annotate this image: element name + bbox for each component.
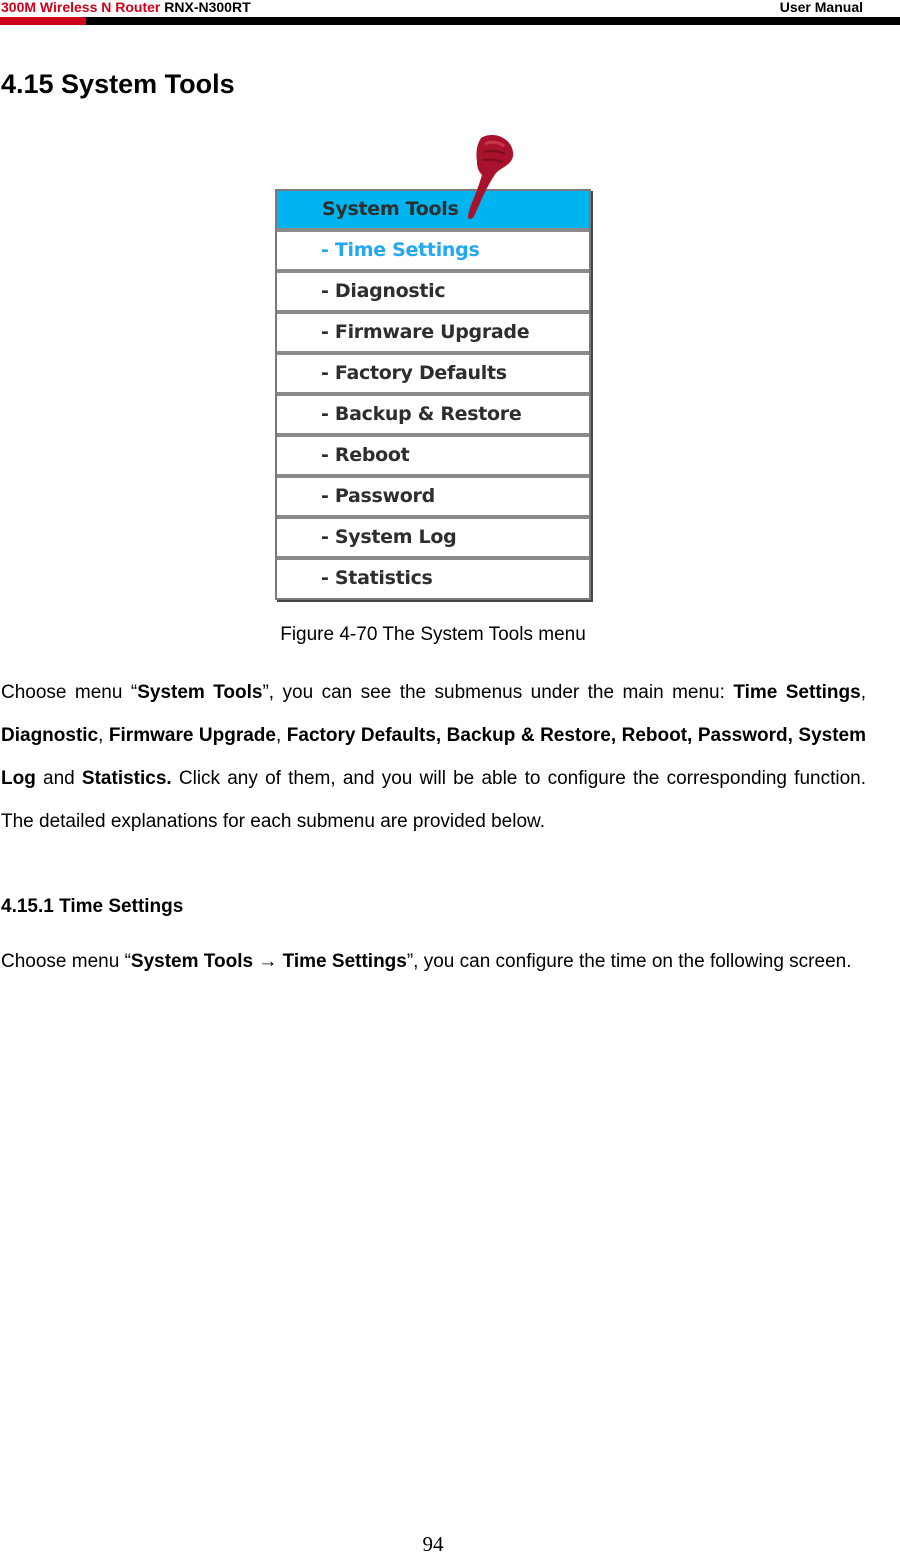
header-model: RNX-N300RT <box>164 0 251 15</box>
emphasis: Firmware Upgrade <box>108 725 276 746</box>
menu-item-system-tools[interactable]: System Tools <box>277 191 589 232</box>
emphasis: System Tools <box>130 951 254 972</box>
text: Choose menu “ <box>1 682 138 703</box>
text: , <box>275 725 287 746</box>
system-tools-menu-figure <box>275 132 592 609</box>
menu-item-password[interactable]: - Password <box>277 478 589 519</box>
header-product <box>1 0 251 15</box>
text: ”, you can see the submenus under the main menu: <box>262 682 734 703</box>
menu-item-firmware-upgrade[interactable]: - Firmware Upgrade <box>277 314 589 355</box>
header-rule-accent <box>0 17 86 25</box>
menu-item-time-settings[interactable]: - Time Settings <box>277 232 589 273</box>
subsection-title: 4.15.1 Time Settings <box>1 896 184 917</box>
time-settings-paragraph <box>1 940 866 983</box>
menu-item-statistics[interactable]: - Statistics <box>321 567 433 589</box>
text: Choose menu “ <box>1 951 131 972</box>
system-tools-menu <box>275 189 591 600</box>
text: and <box>35 768 82 789</box>
header-manual-label: User Manual <box>779 0 863 15</box>
text: , <box>98 725 109 746</box>
text: ”, you can configure the time on the following screen. <box>406 951 852 972</box>
intro-paragraph <box>1 671 866 843</box>
menu-item-factory-defaults[interactable]: - Factory Defaults <box>277 355 589 396</box>
emphasis: System Tools <box>137 682 263 703</box>
text: Click any of them, and you will be able to configure the corresponding function. The detailed explanations for each submenu are provided below. <box>1 768 866 832</box>
menu-item-system-log[interactable]: - System Log <box>277 519 589 560</box>
menu-item-reboot[interactable]: - Reboot <box>277 437 589 478</box>
page-number: 94 <box>422 1532 444 1556</box>
header-product-name: 300M Wireless N Router <box>1 0 161 15</box>
emphasis: Factory Defaults, Backup & Restore, Reboot, Password, System Log <box>1 725 866 789</box>
page-header <box>0 0 900 26</box>
section-title: 4.15 System Tools <box>1 69 235 99</box>
emphasis: Diagnostic <box>1 725 99 746</box>
arrow: → <box>253 951 283 972</box>
menu-item-diagnostic[interactable]: - Diagnostic <box>277 273 589 314</box>
emphasis: Time Settings <box>282 951 407 972</box>
hand-pointer-icon <box>457 132 517 222</box>
menu-item-backup-restore[interactable]: - Backup & Restore <box>277 396 589 437</box>
emphasis: Statistics. <box>81 768 172 789</box>
text: , <box>860 682 866 703</box>
figure-caption: Figure 4-70 The System Tools menu <box>280 624 586 645</box>
header-rule <box>0 17 900 25</box>
emphasis: Time Settings <box>733 682 861 703</box>
